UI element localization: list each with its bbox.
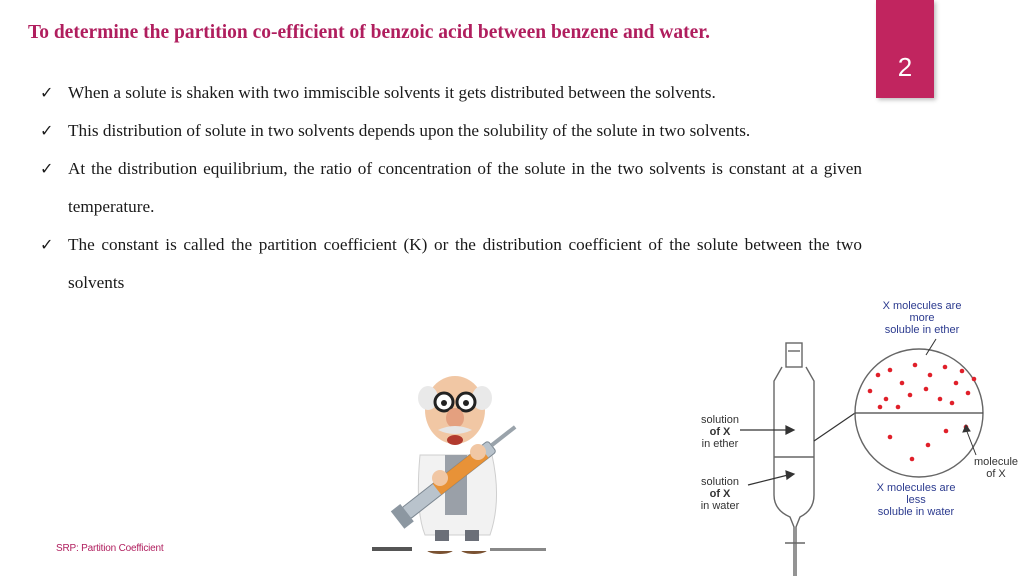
funnel-outline — [774, 343, 814, 576]
bullet-list — [40, 74, 862, 302]
scientist-illustration — [370, 360, 550, 555]
bullet-text: This distribution of solute in two solvents depends upon the solubility of the solute in two solvents. — [68, 121, 751, 140]
page-number-badge — [876, 0, 934, 98]
checkmark-icon: ✓ — [40, 83, 54, 102]
bullet-item — [40, 226, 862, 302]
label-water-3: in water — [700, 500, 740, 512]
label-ether-1: solution — [701, 414, 739, 426]
label-ether-2: of X — [709, 426, 731, 438]
bullet-text: At the distribution equilibrium, the ratio of concentration of the solute in the two solvents is constant at a given temperature. — [68, 159, 862, 216]
label-more-soluble-3: soluble in ether — [884, 324, 960, 336]
slide-title: To determine the partition co-efficient of benzoic acid between benzene and water. — [28, 22, 711, 43]
checkmark-icon: ✓ — [40, 235, 54, 254]
label-molecule-2: of X — [986, 468, 1006, 480]
label-more-soluble-2: more — [909, 312, 935, 324]
label-ether-3: in ether — [701, 438, 739, 450]
label-water-2: of X — [709, 488, 731, 500]
watermark-strip — [370, 541, 548, 551]
bullet-item — [40, 150, 862, 226]
bullet-item — [40, 74, 862, 112]
bullet-text: The constant is called the partition coefficient (K) or the distribution coefficient of the solute between the two solvents — [68, 235, 862, 292]
checkmark-icon: ✓ — [40, 121, 54, 140]
bullet-item — [40, 112, 862, 150]
page-number: 2 — [897, 52, 913, 82]
label-molecule-1: molecule — [973, 456, 1019, 468]
label-less-soluble-2: less — [906, 494, 926, 506]
label-less-soluble-1: X molecules are — [876, 482, 956, 494]
bullet-text: When a solute is shaken with two immiscible solvents it gets distributed between the solvents. — [68, 83, 716, 102]
label-more-soluble-1: X molecules are — [882, 300, 962, 312]
checkmark-icon: ✓ — [40, 159, 54, 178]
separating-funnel-diagram — [690, 295, 1024, 576]
footer-label: SRP: Partition Coefficient — [56, 543, 164, 554]
label-water-1: solution — [701, 476, 739, 488]
label-less-soluble-3: soluble in water — [877, 506, 955, 518]
